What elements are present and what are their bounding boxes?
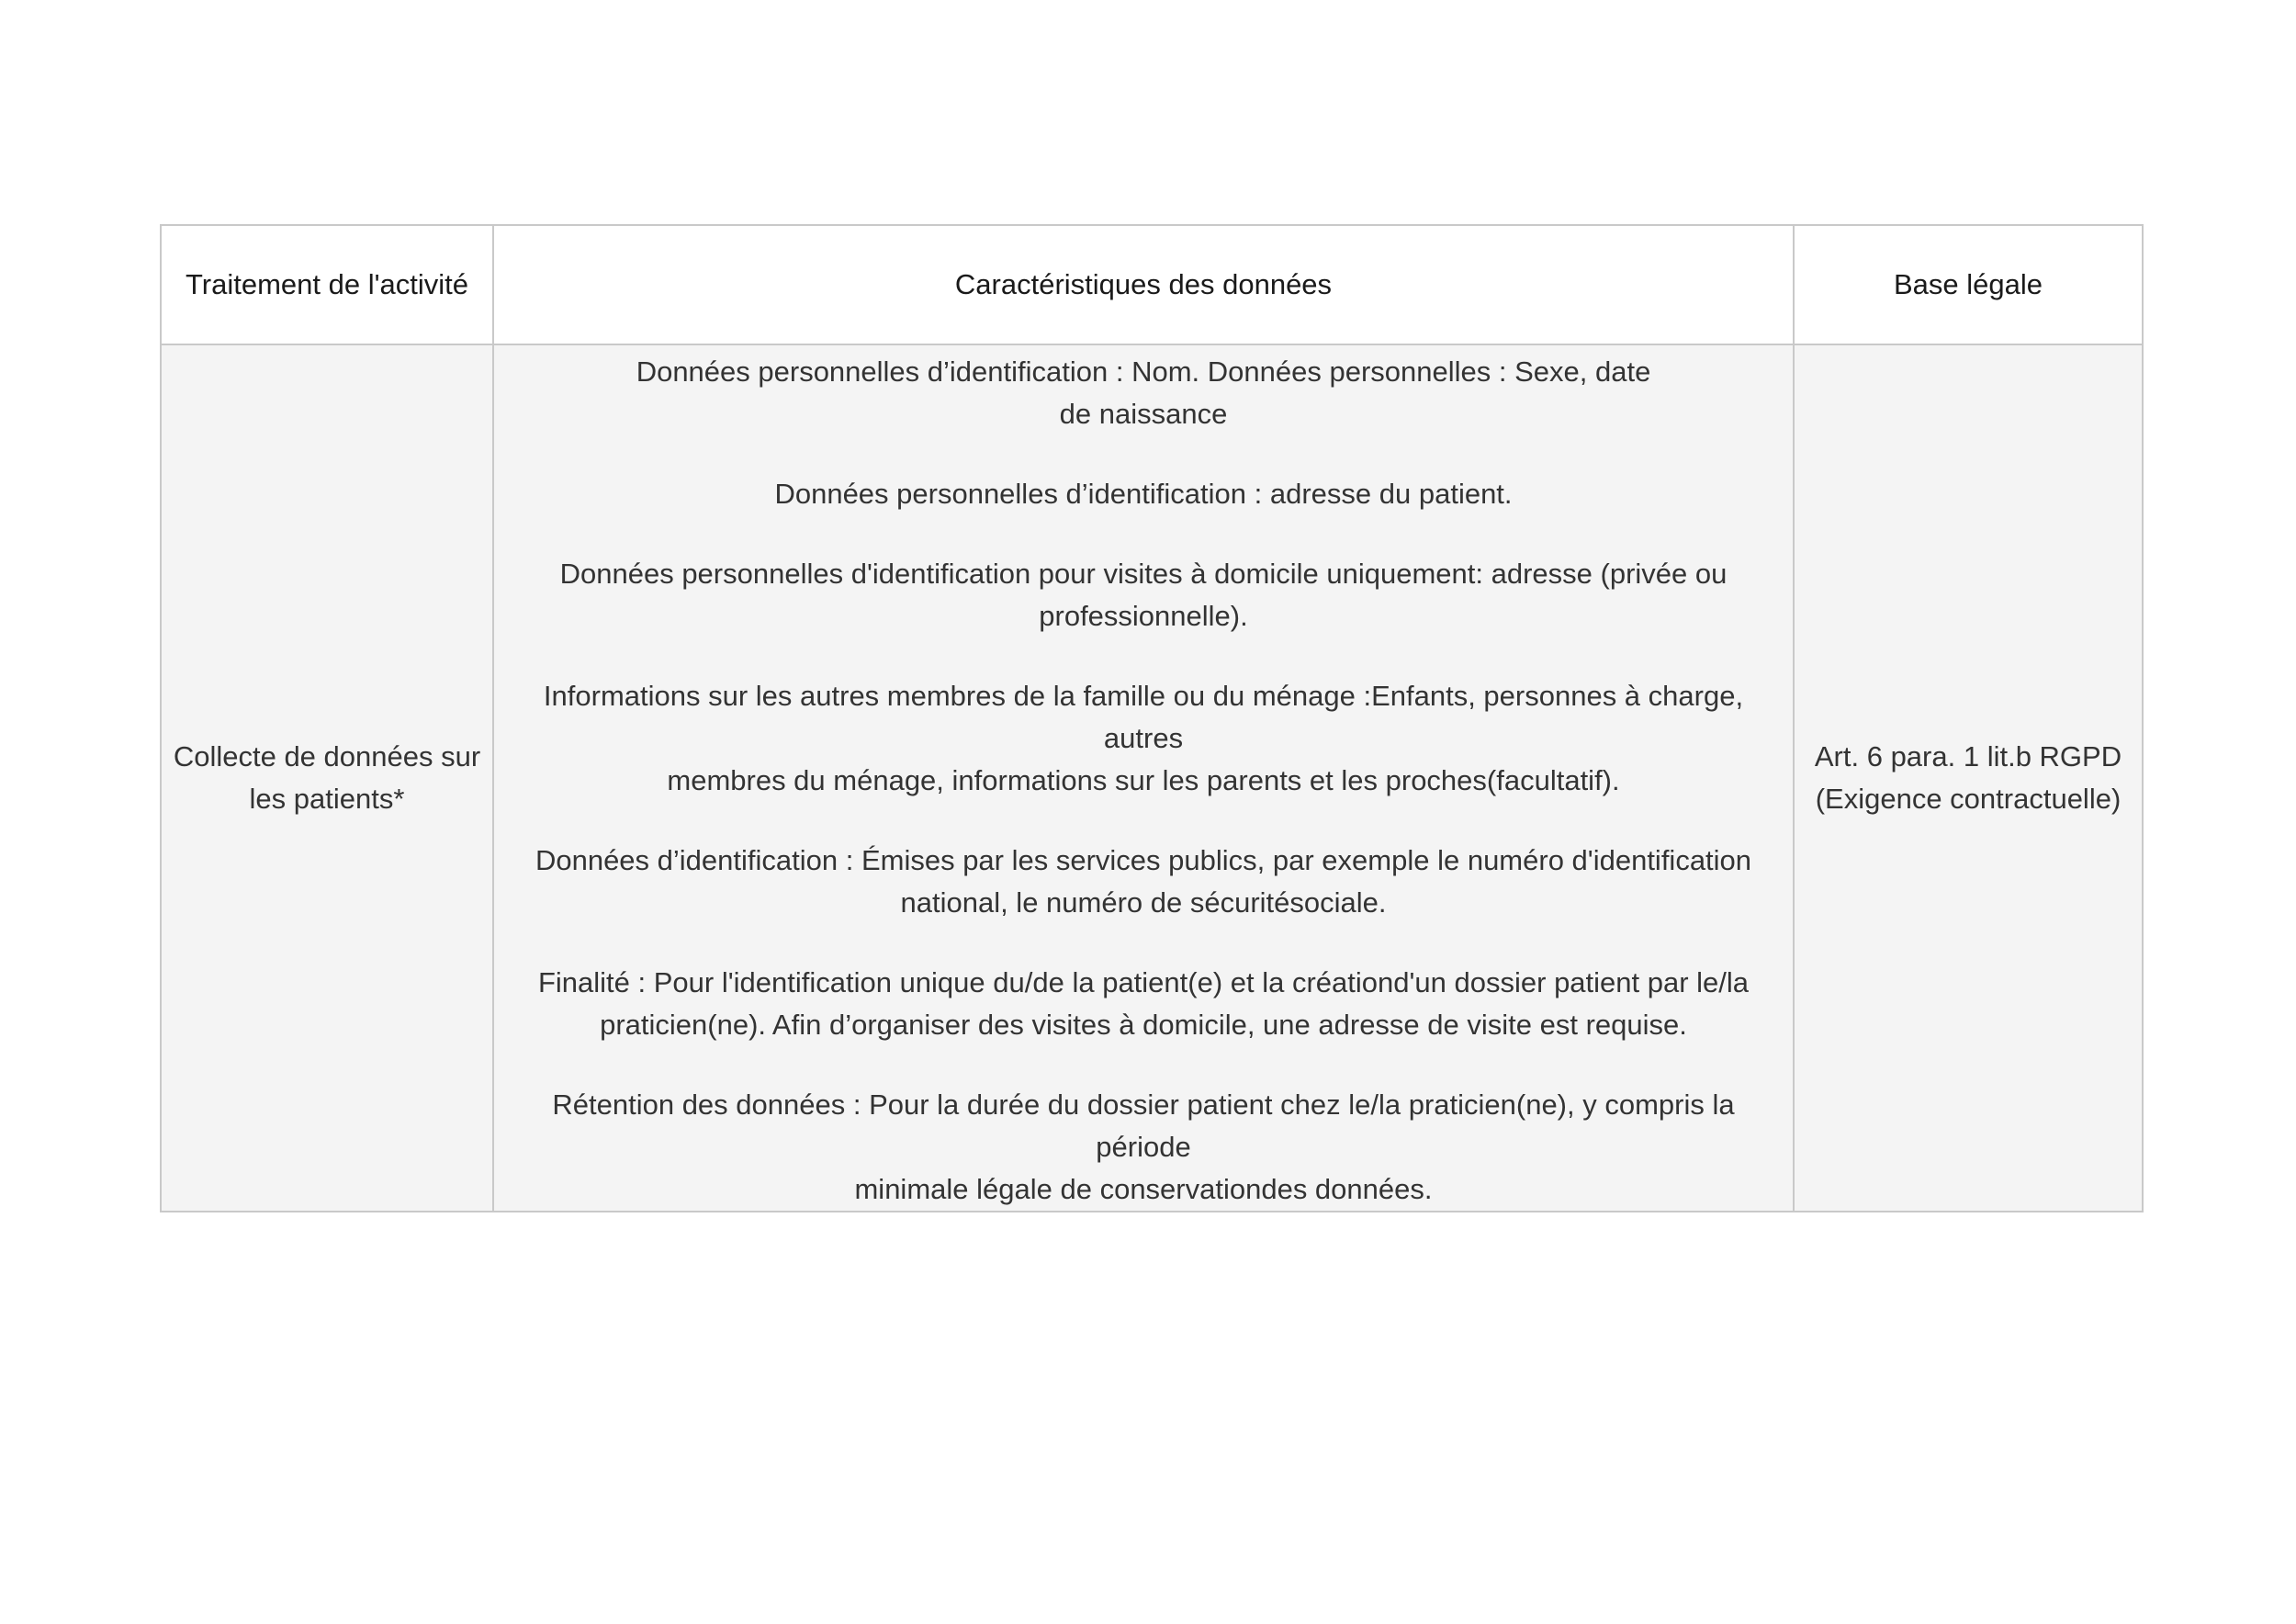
detail-line: Données personnelles d'identification pour visites à domicile uniquement: adresse (privée ou: [559, 558, 1728, 590]
legal-basis-line: Art. 6 para. 1 lit.b RGPD: [1814, 740, 2122, 773]
detail-line: de naissance: [1059, 398, 1228, 430]
detail-paragraph-purpose: [511, 962, 1776, 1046]
detail-line: praticien(ne). Afin d’organiser des visites à domicile, une adresse de visite est requise.: [600, 1009, 1687, 1041]
legal-basis-text: [1795, 736, 2142, 820]
detail-line: Données d’identification : Émises par les services publics, par exemple le numéro d'identification: [535, 844, 1752, 876]
detail-line: professionnelle).: [1039, 600, 1248, 632]
activity-cell: [161, 344, 493, 1212]
details-cell: [493, 344, 1794, 1212]
detail-paragraph-address: [511, 473, 1776, 515]
header-activity: Traitement de l'activité: [161, 225, 493, 344]
header-legal-basis: Base légale: [1794, 225, 2143, 344]
detail-line: Rétention des données : Pour la durée du dossier patient chez le/la praticien(ne), y compris la période: [552, 1088, 1735, 1163]
legal-basis-cell: [1794, 344, 2143, 1212]
table-row: [161, 344, 2143, 1212]
detail-paragraph-family: [511, 675, 1776, 802]
detail-line: minimale légale de conservationdes données.: [854, 1173, 1433, 1205]
activity-text: [162, 736, 492, 820]
detail-line: national, le numéro de sécuritésociale.: [900, 886, 1387, 919]
activity-line: Collecte de données sur: [173, 740, 481, 773]
detail-line: Données personnelles d’identification : adresse du patient.: [774, 478, 1513, 510]
activity-line: les patients*: [249, 783, 405, 815]
detail-paragraph-retention: [511, 1084, 1776, 1211]
detail-line: Finalité : Pour l'identification unique du/de la patient(e) et la créationd'un dossier patient par le/la: [537, 966, 1750, 998]
detail-line: membres du ménage, informations sur les parents et les proches(facultatif).: [667, 764, 1620, 796]
detail-paragraph-public-id: [511, 840, 1776, 924]
detail-line: Informations sur les autres membres de la famille ou du ménage :Enfants, personnes à charge, autres: [543, 680, 1744, 754]
header-data-characteristics: Caractéristiques des données: [493, 225, 1794, 344]
data-processing-table: [160, 224, 2144, 1212]
table-header-row: [161, 225, 2143, 344]
detail-paragraph-identification: [511, 351, 1776, 435]
legal-basis-line: (Exigence contractuelle): [1815, 783, 2122, 815]
detail-paragraph-home-visit: [511, 553, 1776, 637]
detail-line: Données personnelles d’identification : Nom. Données personnelles : Sexe, date: [636, 355, 1651, 388]
